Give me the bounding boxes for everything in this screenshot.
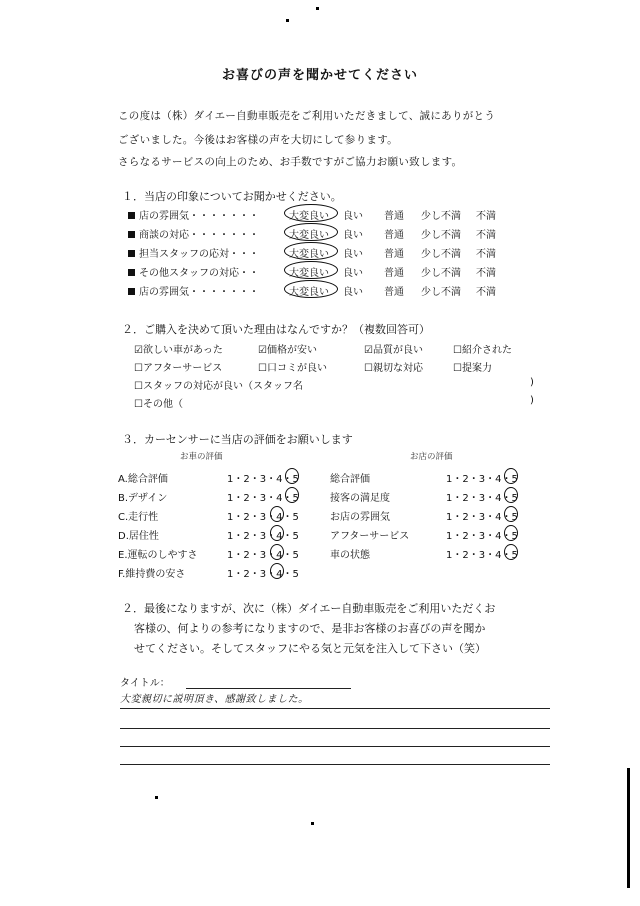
q1-heading: １．当店の印象についてお聞かせください。: [122, 190, 342, 203]
q3-right-label: 車の状態: [330, 550, 370, 561]
title-field-line[interactable]: [186, 688, 351, 689]
q2-opt-row1-3[interactable]: ☑品質が良い: [364, 345, 423, 356]
q3-right-scale[interactable]: 1・2・3・4・5: [446, 474, 518, 485]
q1-scale-option[interactable]: 不満: [476, 287, 496, 298]
q3-right-scale[interactable]: 1・2・3・4・5: [446, 531, 518, 542]
bullet-square-icon: [128, 231, 135, 238]
q1-selection-circle: [284, 242, 338, 260]
scan-speck: [286, 19, 289, 22]
intro-line-2: ございました。今後はお客様の声を大切にして参ります。: [118, 134, 398, 146]
q3-right-label: 総合評価: [330, 474, 370, 485]
q1-scale-option[interactable]: 大変良い: [289, 230, 329, 241]
q2-opt-label: 品質が良い: [372, 345, 423, 356]
scan-speck: [311, 822, 314, 825]
q1-scale-option[interactable]: 少し不満: [421, 249, 461, 260]
q1-scale-option[interactable]: 普通: [384, 211, 404, 222]
q1-scale-option[interactable]: 大変良い: [289, 287, 329, 298]
q2-opt-label: 口コミが良い: [266, 363, 327, 374]
q1-row-label: [128, 283, 259, 298]
q3-left-label: A.総合評価: [118, 474, 168, 485]
q1-row-label: [128, 207, 259, 222]
q3-left-selection-circle: [270, 563, 284, 579]
q3-left-label: B.デザイン: [118, 493, 168, 504]
intro-line-1: この度は（株）ダイエー自動車販売をご利用いただきまして、誠にありがとう: [118, 110, 496, 122]
q1-row-text: その他スタッフの対応・・: [139, 268, 259, 279]
q3-left-scale[interactable]: 1・2・3・4・5: [227, 512, 299, 523]
comment-line-1[interactable]: [120, 708, 550, 709]
q1-scale-option[interactable]: 普通: [384, 268, 404, 279]
q2-opt-staff[interactable]: ☐スタッフの対応が良い（スタッフ名: [134, 381, 303, 392]
comment-line-4[interactable]: [120, 764, 550, 765]
q3-left-label: C.走行性: [118, 512, 159, 523]
q2-opt-label: 親切な対応: [372, 363, 423, 374]
q1-row-label: [128, 226, 259, 241]
q1-scale-option[interactable]: 少し不満: [421, 230, 461, 241]
title-label: タイトル：: [120, 678, 170, 689]
q3-left-scale[interactable]: 1・2・3・4・5: [227, 531, 299, 542]
q1-scale-option[interactable]: 良い: [343, 287, 363, 298]
q3-right-label: お店の雰囲気: [330, 512, 390, 523]
bullet-square-icon: [128, 288, 135, 295]
q2-heading: ２．ご購入を決めて頂いた理由はなんですか？（複数回答可）: [122, 323, 430, 336]
q3-col-header-left: お車の評価: [180, 452, 223, 462]
q2-opt-row2-1[interactable]: ☐アフターサービス: [134, 363, 223, 374]
q2-opt-label: その他（: [142, 399, 183, 410]
q2-paren-close: ): [530, 377, 534, 388]
q3-left-selection-circle: [270, 506, 284, 522]
q2-opt-label: 価格が安い: [266, 345, 317, 356]
q3-left-scale[interactable]: 1・2・3・4・5: [227, 474, 299, 485]
q1-scale-option[interactable]: 不満: [476, 230, 496, 241]
q1-selection-circle: [284, 261, 338, 279]
q1-row-text: 商談の対応・・・・・・・: [139, 230, 259, 241]
scan-speck: [316, 7, 319, 10]
q3-left-label: D.居住性: [118, 531, 159, 542]
q2-opt-label: アフターサービス: [142, 363, 223, 374]
q3-right-scale[interactable]: 1・2・3・4・5: [446, 550, 518, 561]
q3-left-scale[interactable]: 1・2・3・4・5: [227, 569, 299, 580]
q1-scale-option[interactable]: 少し不満: [421, 287, 461, 298]
q3-left-scale[interactable]: 1・2・3・4・5: [227, 550, 299, 561]
q3-heading: ３．カーセンサーに当店の評価をお願いします: [122, 433, 353, 446]
q3-right-scale[interactable]: 1・2・3・4・5: [446, 512, 518, 523]
q1-scale-option[interactable]: 普通: [384, 287, 404, 298]
q1-scale-option[interactable]: 普通: [384, 249, 404, 260]
q1-scale-option[interactable]: 不満: [476, 249, 496, 260]
q1-row-label: [128, 245, 259, 260]
q1-scale-option[interactable]: 良い: [343, 268, 363, 279]
q1-selection-circle: [284, 223, 338, 241]
q1-scale-option[interactable]: 普通: [384, 230, 404, 241]
comment-line-3[interactable]: [120, 746, 550, 747]
q1-scale-option[interactable]: 良い: [343, 249, 363, 260]
q1-selection-circle: [284, 280, 338, 298]
q3-right-scale[interactable]: 1・2・3・4・5: [446, 493, 518, 504]
handwritten-comment: 大変親切に説明頂き、感謝致しました。: [120, 694, 309, 705]
q2-opt-row1-1[interactable]: ☑欲しい車があった: [134, 345, 223, 356]
q1-scale-option[interactable]: 不満: [476, 211, 496, 222]
q3-left-scale[interactable]: 1・2・3・4・5: [227, 493, 299, 504]
q4-line-3: せてください。そしてスタッフにやる気と元気を注入して下さい（笑）: [134, 642, 486, 655]
q3-left-label: F.維持費の安さ: [118, 569, 186, 580]
page-title: お喜びの声を聞かせてください: [221, 68, 418, 83]
scan-speck: [155, 796, 158, 799]
q3-left-selection-circle: [270, 544, 284, 560]
q2-opt-row2-2[interactable]: ☐口コミが良い: [258, 363, 327, 374]
q2-opt-row2-3[interactable]: ☐親切な対応: [364, 363, 423, 374]
q1-row-label: [128, 264, 259, 279]
bullet-square-icon: [128, 269, 135, 276]
q3-right-label: アフターサービス: [330, 531, 410, 542]
q4-line-1: ２．最後になりますが、次に（株）ダイエー自動車販売をご利用いただくお: [122, 602, 496, 615]
intro-line-3: さらなるサービスの向上のため、お手数ですがご協力お願い致します。: [118, 156, 463, 168]
q2-paren-close: ): [530, 395, 534, 406]
q1-scale-option[interactable]: 良い: [343, 211, 363, 222]
q4-line-2: 客様の、何よりの参考になりますので、是非お客様のお喜びの声を聞か: [134, 622, 486, 635]
q2-opt-label: 提案力: [461, 363, 492, 374]
q3-left-label: E.運転のしやすさ: [118, 550, 198, 561]
q2-opt-other[interactable]: ☐その他（: [134, 399, 183, 410]
q1-scale-option[interactable]: 良い: [343, 230, 363, 241]
q2-opt-row1-4[interactable]: ☐紹介された: [453, 345, 512, 356]
q1-selection-circle: [284, 204, 338, 222]
bullet-square-icon: [128, 212, 135, 219]
q2-opt-label: 紹介された: [461, 345, 512, 356]
q3-col-header-right: お店の評価: [410, 452, 453, 462]
q3-left-selection-circle: [270, 525, 284, 541]
q1-row-text: 店の雰囲気・・・・・・・: [139, 211, 259, 222]
q1-scale-option[interactable]: 大変良い: [289, 249, 329, 260]
comment-line-2[interactable]: [120, 728, 550, 729]
bullet-square-icon: [128, 250, 135, 257]
q1-scale-option[interactable]: 不満: [476, 268, 496, 279]
q1-row-text: 店の雰囲気・・・・・・・: [139, 287, 259, 298]
q1-scale-option[interactable]: 少し不満: [421, 268, 461, 279]
q1-scale-option[interactable]: 大変良い: [289, 268, 329, 279]
q2-opt-label: 欲しい車があった: [142, 345, 223, 356]
q1-row-text: 担当スタッフの応対・・・: [139, 249, 259, 260]
q2-opt-row2-4[interactable]: ☐提案力: [453, 363, 492, 374]
q1-scale-option[interactable]: 大変良い: [289, 211, 329, 222]
q2-opt-row1-2[interactable]: ☑価格が安い: [258, 345, 317, 356]
scan-edge-bar: [627, 768, 630, 888]
q1-scale-option[interactable]: 少し不満: [421, 211, 461, 222]
q3-right-label: 接客の満足度: [330, 493, 390, 504]
q2-opt-label: スタッフの対応が良い（スタッフ名: [142, 381, 303, 392]
